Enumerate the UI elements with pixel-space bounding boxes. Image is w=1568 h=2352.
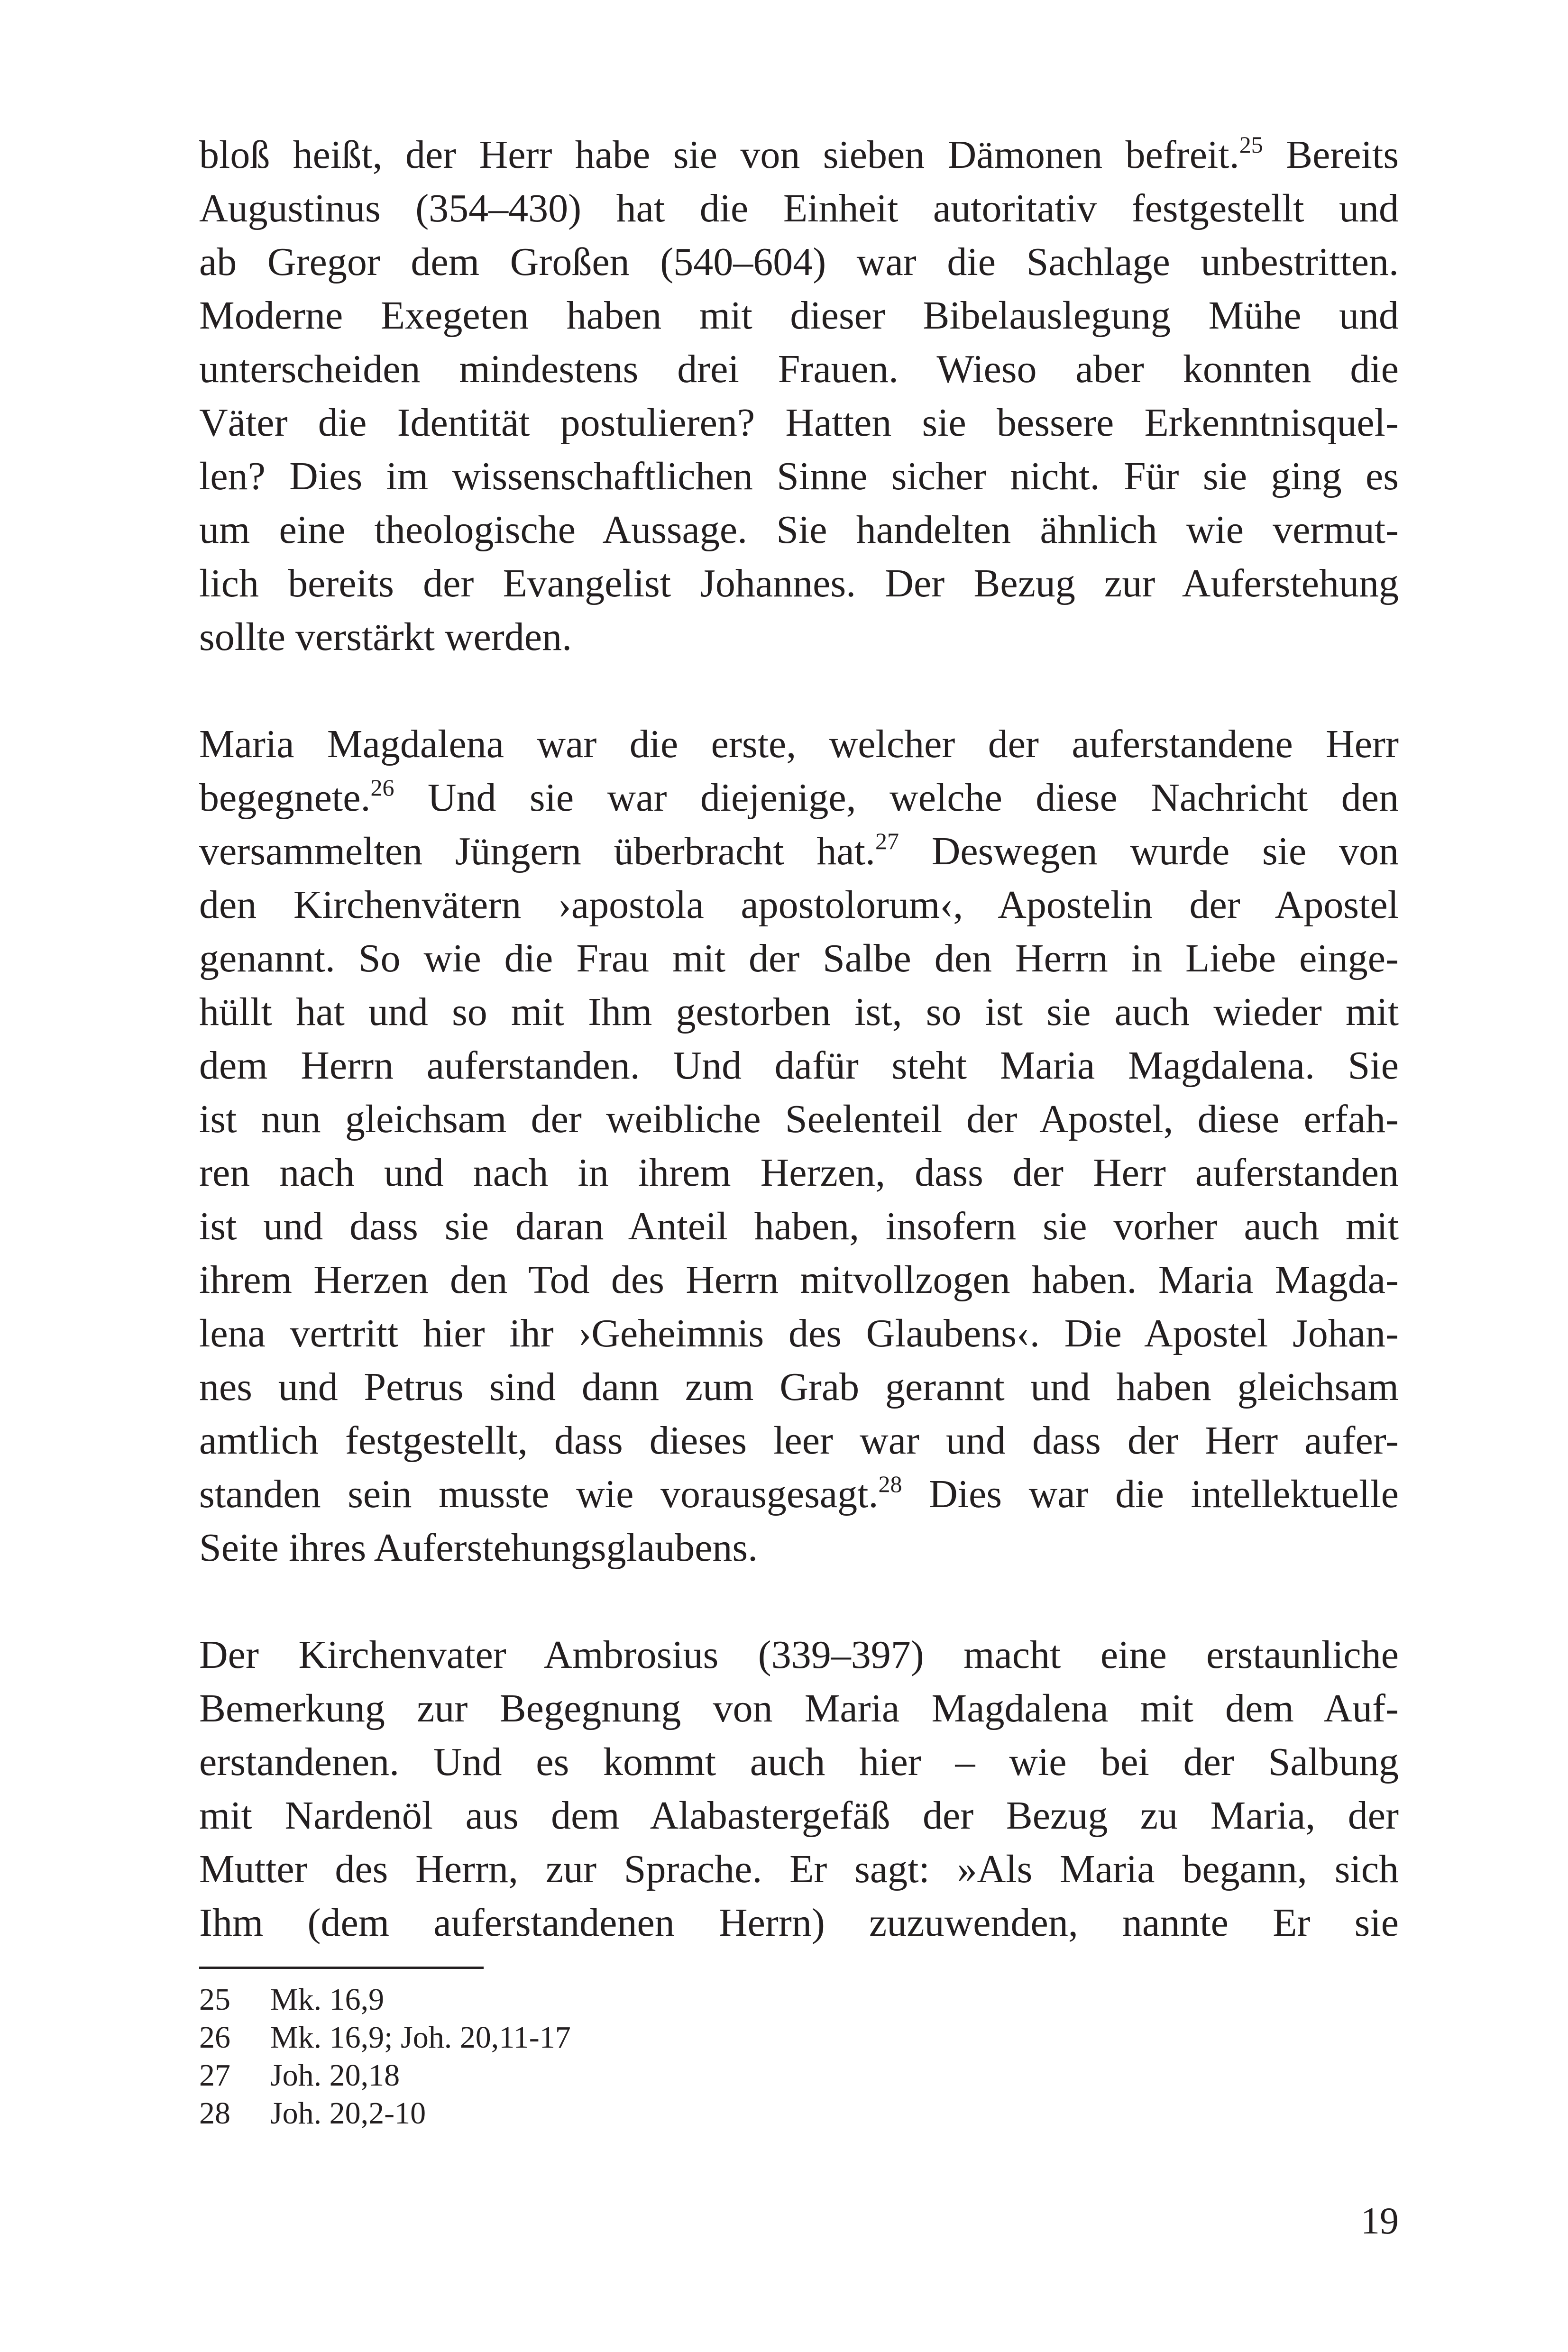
text-line: bloß heißt, der Herr habe sie von sieben Dämonen befreit.$^{25}$ Bereits <box>199 131 1399 177</box>
footnote-number: 28 <box>199 2096 230 2131</box>
text-line: Ihm (dem auferstandenen Herrn) zuzuwenden, nannte Er sie <box>199 1901 1399 1945</box>
text-line: ist und dass sie daran Anteil haben, insofern sie vorher auch mit <box>199 1204 1399 1248</box>
body-text <box>199 128 1399 1949</box>
footnote-text: Joh. 20,2-10 <box>270 2096 426 2131</box>
text-line: Seite ihres Auferstehungsglaubens. <box>199 1526 758 1570</box>
footnote-number: 25 <box>199 1982 230 2017</box>
footnote-25 <box>199 1981 571 2019</box>
footnote-reference: 26 <box>370 774 394 801</box>
footnote-reference: 27 <box>875 828 899 854</box>
footnote-text: Mk. 16,9; Joh. 20,11-17 <box>270 2020 571 2055</box>
paragraph <box>199 128 1399 664</box>
text-line: mit Nardenöl aus dem Alabastergefäß der Bezug zu Maria, der <box>199 1794 1399 1838</box>
footnote-reference: 28 <box>878 1471 902 1497</box>
text-line: ren nach und nach in ihrem Herzen, dass der Herr auferstanden <box>199 1151 1399 1195</box>
text-line: unterscheiden mindestens drei Frauen. Wieso aber konnten die <box>199 347 1399 391</box>
paragraph <box>199 717 1399 1574</box>
text-line: Maria Magdalena war die erste, welcher der auferstandene Herr <box>199 722 1399 766</box>
footnote-number: 26 <box>199 2020 230 2055</box>
text-line: begegnete.$^{26}$ Und sie war diejenige, welche diese Nachricht den <box>199 774 1399 820</box>
footnote-text: Mk. 16,9 <box>270 1982 385 2017</box>
footnote-text: Joh. 20,18 <box>270 2058 400 2093</box>
text-line: den Kirchenvätern ›apostola apostolorum‹, Apostelin der Apostel <box>199 883 1399 927</box>
footnote-26 <box>199 2019 571 2057</box>
text-line: lena vertritt hier ihr ›Geheimnis des Glaubens‹. Die Apostel Johan- <box>199 1311 1399 1355</box>
page-number: 19 <box>1361 2200 1399 2242</box>
footnotes <box>199 1981 571 2132</box>
text-line: hüllt hat und so mit Ihm gestorben ist, so ist sie auch wieder mit <box>199 990 1399 1034</box>
footnote-number: 27 <box>199 2058 230 2093</box>
footnote-28 <box>199 2095 571 2132</box>
footnote-separator <box>199 1967 484 1969</box>
text-line: sollte verstärkt werden. <box>199 615 572 659</box>
paragraph <box>199 1628 1399 1949</box>
text-line: Augustinus (354–430) hat die Einheit autoritativ festgestellt und <box>199 186 1399 230</box>
text-line: um eine theologische Aussage. Sie handelten ähnlich wie vermut- <box>199 508 1399 552</box>
text-line: versammelten Jüngern überbracht hat.$^{27}$ Deswegen wurde sie von <box>199 828 1399 873</box>
text-line: Moderne Exegeten haben mit dieser Bibelauslegung Mühe und <box>199 293 1399 338</box>
text-line: genannt. So wie die Frau mit der Salbe den Herrn in Liebe einge- <box>199 936 1399 980</box>
footnote-27 <box>199 2057 571 2095</box>
footnote-reference: 25 <box>1239 131 1263 158</box>
text-line: ist nun gleichsam der weibliche Seelenteil der Apostel, diese erfah- <box>199 1097 1399 1141</box>
text-line: ihrem Herzen den Tod des Herrn mitvollzogen haben. Maria Magda- <box>199 1258 1399 1302</box>
text-line: erstandenen. Und es kommt auch hier – wie bei der Salbung <box>199 1740 1399 1784</box>
text-line: nes und Petrus sind dann zum Grab gerannt und haben gleichsam <box>199 1365 1399 1409</box>
text-line: ab Gregor dem Großen (540–604) war die Sachlage unbestritten. <box>199 240 1399 284</box>
text-line: Mutter des Herrn, zur Sprache. Er sagt: »Als Maria begann, sich <box>199 1847 1399 1891</box>
text-line: standen sein musste wie vorausgesagt.$^{28}$ Dies war die intellektuelle <box>199 1471 1399 1516</box>
text-line: dem Herrn auferstanden. Und dafür steht Maria Magdalena. Sie <box>199 1043 1399 1088</box>
text-line: amtlich festgestellt, dass dieses leer war und dass der Herr aufer- <box>199 1419 1399 1463</box>
text-line: Der Kirchenvater Ambrosius (339–397) macht eine erstaunliche <box>199 1633 1399 1677</box>
text-line: Väter die Identität postulieren? Hatten sie bessere Erkenntnisquel- <box>199 401 1399 445</box>
text-line: lich bereits der Evangelist Johannes. Der Bezug zur Auferstehung <box>199 561 1399 605</box>
text-line: Bemerkung zur Begegnung von Maria Magdalena mit dem Auf- <box>199 1686 1399 1730</box>
text-line: len? Dies im wissenschaftlichen Sinne sicher nicht. Für sie ging es <box>199 454 1399 498</box>
